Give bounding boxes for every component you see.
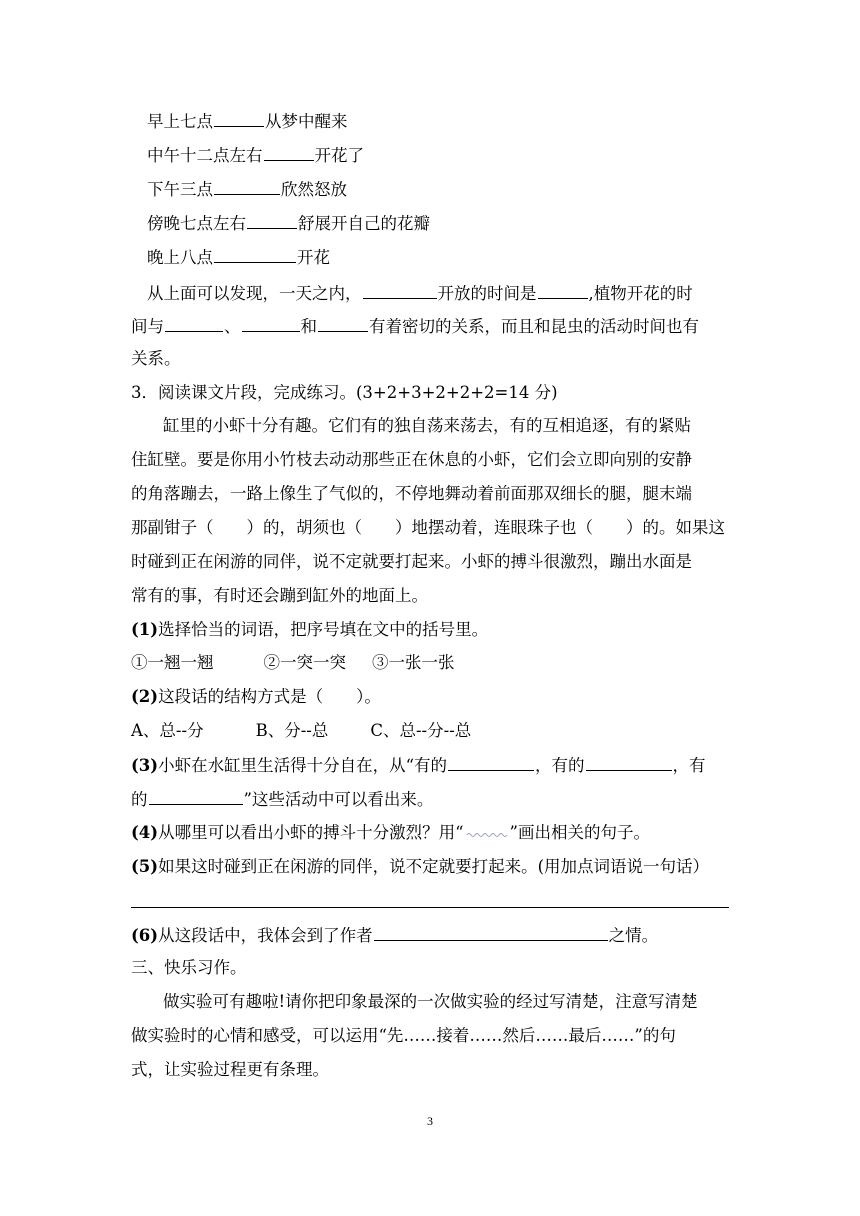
sub-question-1: (1)选择恰当的词语，把序号填在文中的括号里。 <box>131 620 489 639</box>
passage-line-4: 那副钳子（ ）的，胡须也（ ）地摆动着，连眼珠子也（ ）的。如果这 <box>131 518 725 537</box>
answer-blank[interactable] <box>214 178 280 195</box>
answer-line[interactable] <box>131 907 729 908</box>
answer-blank[interactable] <box>242 315 300 332</box>
choice-a: A、总--分 <box>131 721 204 740</box>
section-3-title: 三、快乐习作。 <box>131 958 247 977</box>
wavy-line-icon <box>465 826 509 838</box>
answer-blank[interactable] <box>586 754 672 771</box>
answer-blank[interactable] <box>538 282 588 299</box>
sub-question-6: (6)从这段话中，我体会到了作者 之情。 <box>131 926 659 945</box>
flower-time-line-2: 中午十二点左右 开花了 <box>147 146 364 165</box>
sub-question-3: (3)小虾在水缸里生活得十分自在，从“有的 ，有的 ，有 <box>131 756 706 775</box>
question-3-title: 3．阅读课文片段，完成练习。(3+2+3+2+2+2=14 分) <box>131 383 558 402</box>
sub-question-4: (4)从哪里可以看出小虾的搏斗十分激烈？用“ ”画出相关的句子。 <box>131 823 650 842</box>
passage-line-5: 时碰到正在闲游的同伴，说不定就要打起来。小虾的搏斗很激烈，蹦出水面是 <box>131 552 692 571</box>
sub-question-3-cont: 的 ”这些活动中可以看出来。 <box>131 790 434 809</box>
answer-blank[interactable] <box>149 788 243 805</box>
summary-line-2: 间与 、 和 有着密切的关系，而且和昆虫的活动时间也有 <box>131 317 699 336</box>
passage-line-2: 住缸壁。要是你用小竹枝去动动那些正在休息的小虾，它们会立即向别的安静 <box>131 450 692 469</box>
answer-blank[interactable] <box>214 110 264 127</box>
option-1: ①一翘一翘 <box>131 653 214 672</box>
flower-time-line-4: 傍晚七点左右 舒展开自己的花瓣 <box>147 214 430 233</box>
passage-line-3: 的角落蹦去，一路上像生了气似的，不停地舞动着前面那双细长的腿，腿末端 <box>131 484 692 503</box>
page-number: 3 <box>427 1114 433 1128</box>
essay-prompt-line-1: 做实验可有趣啦!请你把印象最深的一次做实验的经过写清楚，注意写清楚 <box>163 992 698 1011</box>
passage-line-1: 缸里的小虾十分有趣。它们有的独自荡来荡去，有的互相追逐，有的紧贴 <box>163 416 691 435</box>
answer-blank[interactable] <box>363 282 437 299</box>
answer-blank[interactable] <box>374 924 608 941</box>
flower-time-line-5: 晚上八点 开花 <box>147 248 330 267</box>
sub-question-2: (2)这段话的结构方式是（ ）。 <box>131 687 381 706</box>
choices-line <box>131 720 731 742</box>
answer-blank[interactable] <box>214 246 296 263</box>
answer-blank[interactable] <box>165 315 223 332</box>
essay-prompt-line-3: 式，让实验过程更有条理。 <box>131 1060 329 1079</box>
sub-question-5: (5)如果这时碰到正在闲游的同伴，说不定就要打起来。(用加点词语说一句话） <box>131 857 710 876</box>
summary-line-3: 关系。 <box>131 349 181 368</box>
option-3: ③一张一张 <box>372 653 455 672</box>
answer-blank[interactable] <box>318 315 368 332</box>
options-line <box>131 652 731 674</box>
essay-prompt-line-2: 做实验时的心情和感受，可以运用“先……接着……然后……最后……”的句 <box>131 1026 676 1045</box>
option-2: ②一突一突 <box>263 653 346 672</box>
summary-line-1: 从上面可以发现，一天之内， 开放的时间是 ,植物开花的时 <box>147 284 693 303</box>
passage-line-6: 常有的事，有时还会蹦到缸外的地面上。 <box>131 586 428 605</box>
flower-time-line-1: 早上七点 从梦中醒来 <box>147 112 348 131</box>
answer-blank[interactable] <box>448 754 534 771</box>
answer-blank[interactable] <box>247 212 297 229</box>
answer-blank[interactable] <box>264 144 314 161</box>
choice-c: C、总--分--总 <box>370 721 472 740</box>
flower-time-line-3: 下午三点 欣然怒放 <box>147 180 347 199</box>
choice-b: B、分--总 <box>255 721 329 740</box>
